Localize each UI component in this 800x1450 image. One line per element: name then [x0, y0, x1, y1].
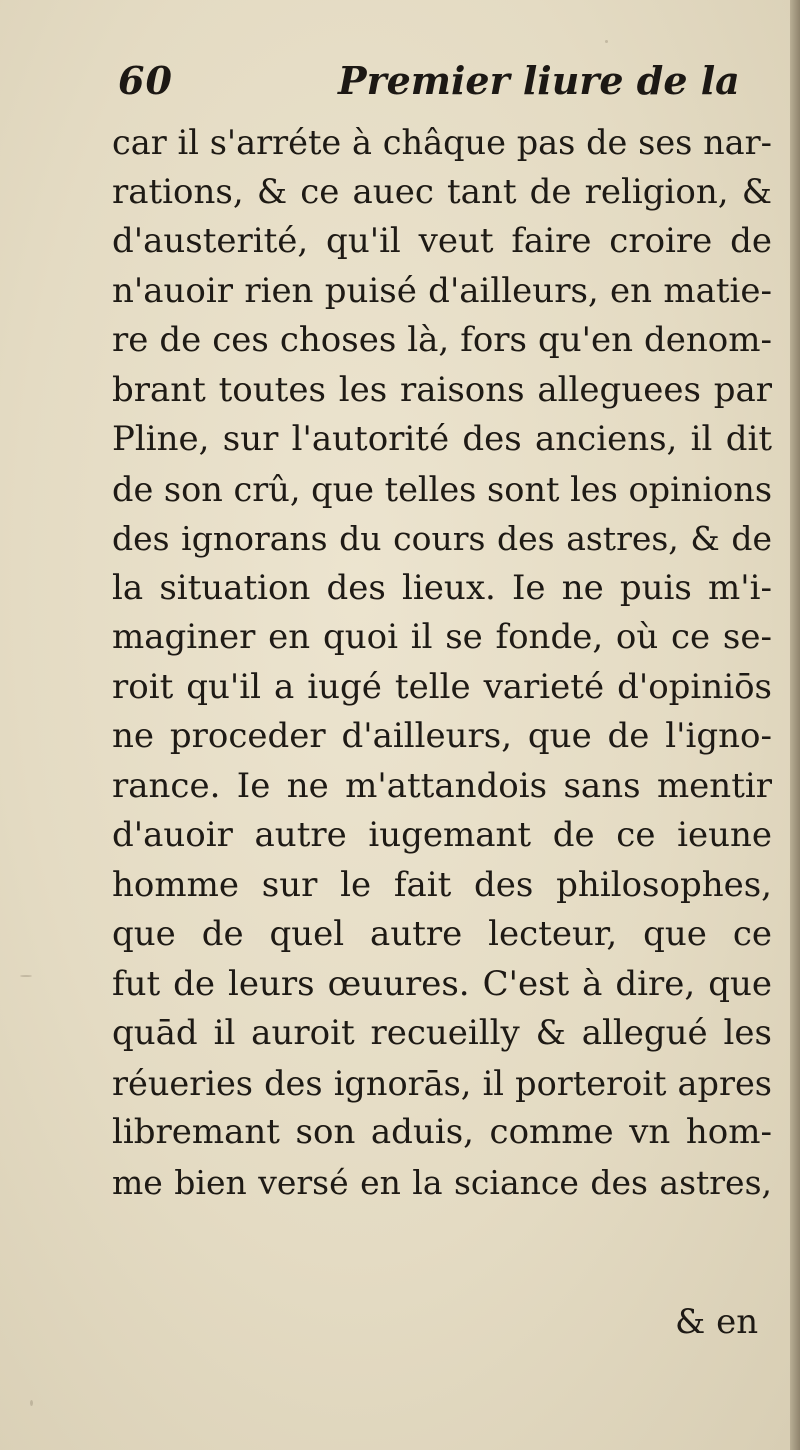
text-line: re de ces choses là, fors qu'en denom- — [112, 320, 772, 360]
body-text — [112, 118, 772, 1207]
running-head: Premier liure de la — [338, 58, 740, 103]
text-line: la situation des lieux. Ie ne puis m'i- — [112, 567, 772, 608]
paper-speck — [605, 40, 608, 43]
paper-speck — [20, 975, 32, 977]
text-line: rations, & ce auec tant de religion, & — [112, 171, 772, 212]
text-line: que de quel autre lecteur, que ce — [112, 914, 772, 954]
text-line: quād il auroit recueilly & allegué les — [112, 1013, 772, 1053]
text-line: ne proceder d'ailleurs, que de l'igno- — [112, 716, 772, 756]
page-header — [118, 58, 758, 108]
text-line: d'austerité, qu'il veut faire croire de — [112, 221, 772, 261]
page-edge — [790, 0, 800, 1450]
page-number: 60 — [118, 58, 173, 103]
text-line: de son crû, que telles sont les opinions — [112, 469, 773, 509]
catchword: & en — [675, 1302, 759, 1342]
text-line: réueries des ignorās, il porteroit apres — [112, 1063, 772, 1103]
text-line: homme sur le fait des philosophes, — [112, 864, 772, 905]
text-line: maginer en quoi il se fonde, où ce se- — [112, 617, 772, 657]
text-line: roit qu'il a iugé telle varieté d'opiniōs — [112, 666, 772, 707]
text-line: libremant son aduis, comme vn hom- — [112, 1112, 772, 1152]
text-line: d'auoir autre iugemant de ce ieune — [112, 815, 772, 855]
text-line: car il s'arréte à châque pas de ses nar- — [112, 123, 772, 162]
text-line: rance. Ie ne m'attandois sans mentir — [112, 765, 772, 806]
text-line: me bien versé en la sciance des astres, — [112, 1162, 772, 1202]
text-line: des ignorans du cours des astres, & de — [112, 519, 772, 558]
text-line: brant toutes les raisons alleguees par — [112, 369, 772, 410]
text-line: fut de leurs œuures. C'est à dire, que — [112, 963, 772, 1004]
text-line: Pline, sur l'autorité des anciens, il dit — [112, 419, 772, 459]
text-line: n'auoir rien puisé d'ailleurs, en matie- — [112, 270, 772, 311]
paper-speck — [30, 1400, 33, 1406]
